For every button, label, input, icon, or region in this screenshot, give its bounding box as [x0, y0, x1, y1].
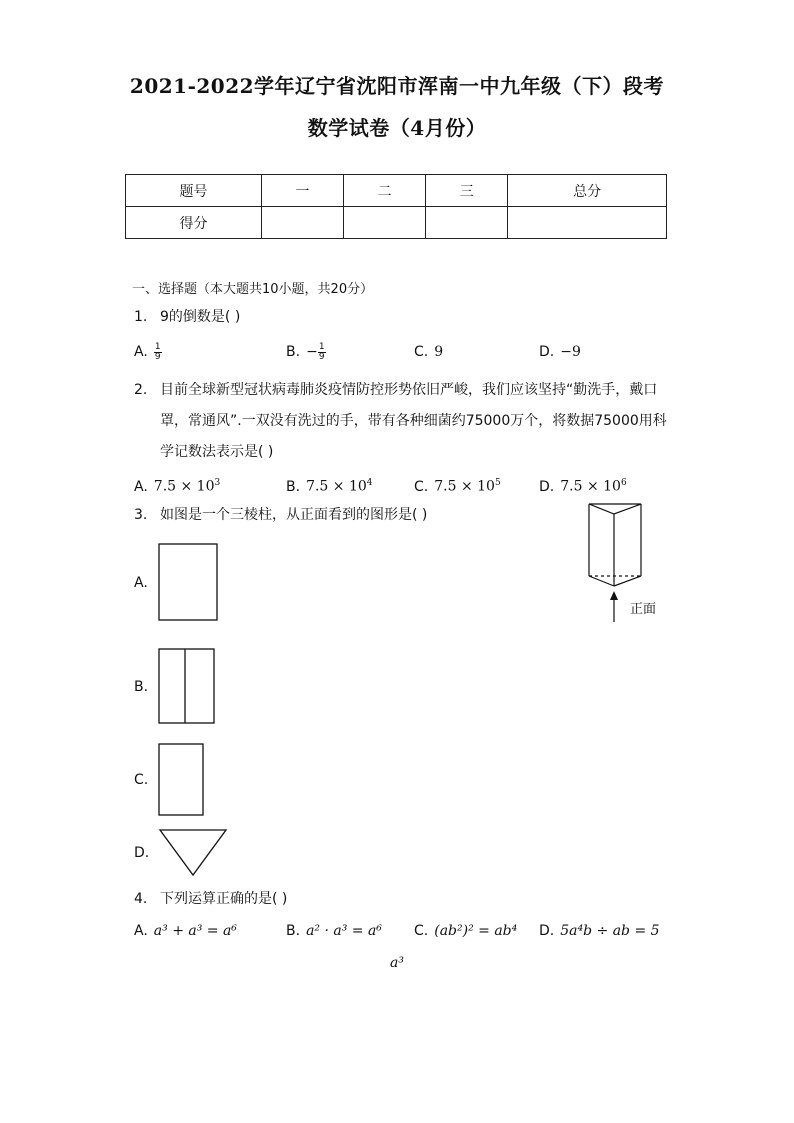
question-text-line: 目前全球新型冠状病毒肺炎疫情防控形势依旧严峻，我们应该坚持“勤洗手，戴口 [160, 382, 658, 398]
question-text: 9的倒数是( ) [160, 309, 241, 325]
option-base: 7.5 × 10 [434, 478, 495, 495]
option-text: a³ + a³ = a⁶ [153, 923, 237, 939]
q3-option-a-label: A. [134, 575, 148, 591]
denominator: 9 [318, 351, 325, 362]
option-exponent: 5 [494, 478, 501, 488]
page-title-line2: 数学试卷（4月份） [307, 116, 487, 140]
score-cell-total [508, 207, 667, 239]
option-label: C. [414, 344, 429, 360]
q1-option-c [414, 342, 443, 362]
q3-option-d-triangle [158, 828, 230, 878]
option-label: C. [414, 923, 429, 939]
score-header-2: 二 [344, 175, 426, 207]
option-base: 7.5 × 10 [560, 478, 621, 495]
option-label: A. [134, 923, 148, 939]
q4-option-a [134, 921, 237, 941]
score-header-total: 总分 [508, 175, 667, 207]
score-header-question: 题号 [126, 175, 262, 207]
option-base: 7.5 × 10 [306, 478, 367, 495]
q4-option-b [286, 921, 382, 941]
option-exponent: 6 [620, 478, 627, 488]
score-row-label: 得分 [126, 207, 262, 239]
prism-bottom-edge-left [589, 576, 614, 586]
arrow-head-icon [610, 591, 618, 600]
question-text: 如图是一个三棱柱，从正面看到的图形是( ) [160, 507, 428, 523]
score-table-score-row [126, 207, 667, 239]
question-2 [160, 375, 670, 468]
question-number: 4. [134, 891, 148, 907]
question-3 [134, 500, 427, 531]
option-label: B. [286, 923, 301, 939]
option-text: 9 [434, 344, 444, 360]
option-label: A. [134, 478, 148, 495]
score-header-3: 三 [426, 175, 508, 207]
q3-option-d-label: D. [134, 845, 150, 861]
section-heading: 一、选择题（本大题共10小题，共20分） [132, 282, 374, 297]
option-text: (ab²)² = ab⁴ [434, 923, 518, 939]
q2-option-b [286, 473, 373, 497]
question-2-number [134, 375, 160, 406]
question-number: 1. [134, 309, 148, 325]
option-label: B. [286, 344, 301, 360]
score-cell-1 [262, 207, 344, 239]
q2-option-c [414, 473, 501, 497]
option-label: C. [414, 478, 429, 495]
numerator: 1 [154, 341, 161, 352]
score-header-1: 一 [262, 175, 344, 207]
question-number: 2. [134, 382, 148, 398]
option-label: B. [286, 478, 301, 495]
fraction [318, 343, 326, 362]
q3-option-c-label: C. [134, 772, 149, 788]
q2-option-d [539, 473, 627, 497]
minus-sign: − [306, 344, 318, 360]
question-text-line: 罩，常通风”.一双没有洗过的手，带有各种细菌约75000万个，将数据75000用科 [160, 413, 667, 429]
option-base: 7.5 × 10 [153, 478, 215, 495]
numerator: 1 [318, 341, 325, 352]
page-title-line1: 2021-2022学年辽宁省沈阳市浑南一中九年级（下）段考 [129, 74, 665, 98]
score-table [125, 174, 667, 239]
fraction [154, 343, 162, 362]
option-exponent: 4 [366, 478, 373, 488]
q4-option-d [539, 921, 660, 941]
option-label: D. [539, 344, 555, 360]
option-label: A. [134, 344, 148, 360]
front-view-label: 正面 [630, 602, 657, 617]
q3-option-a-rectangle [158, 543, 220, 623]
option-label: D. [539, 923, 555, 939]
q3-option-b-split-rectangle [158, 648, 218, 726]
question-text: 下列运算正确的是( ) [160, 891, 288, 907]
q1-option-b [286, 342, 326, 362]
option-text: 5a⁴b ÷ ab = 5 [560, 923, 660, 939]
q3-option-c-rectangle [158, 743, 206, 818]
prism-bottom-edge-right [614, 576, 641, 586]
question-number: 3. [134, 507, 148, 523]
score-cell-2 [344, 207, 426, 239]
score-table-header-row [126, 175, 667, 207]
q4-option-d-continuation: a³ [390, 955, 404, 971]
q4-option-c [414, 921, 517, 941]
q1-option-a [134, 342, 162, 362]
question-1 [134, 302, 240, 333]
denominator: 9 [154, 351, 161, 362]
question-text-line: 学记数法表示是( ) [160, 444, 274, 460]
question-4 [134, 884, 287, 915]
q1-option-d [539, 342, 581, 362]
option-text: a² · a³ = a⁶ [306, 923, 382, 939]
option-label: D. [539, 478, 555, 495]
score-cell-3 [426, 207, 508, 239]
option-text: −9 [560, 344, 581, 360]
q3-option-b-label: B. [134, 679, 149, 695]
prism-top-face [589, 504, 641, 514]
q2-option-a [134, 473, 220, 497]
option-exponent: 3 [214, 478, 221, 488]
